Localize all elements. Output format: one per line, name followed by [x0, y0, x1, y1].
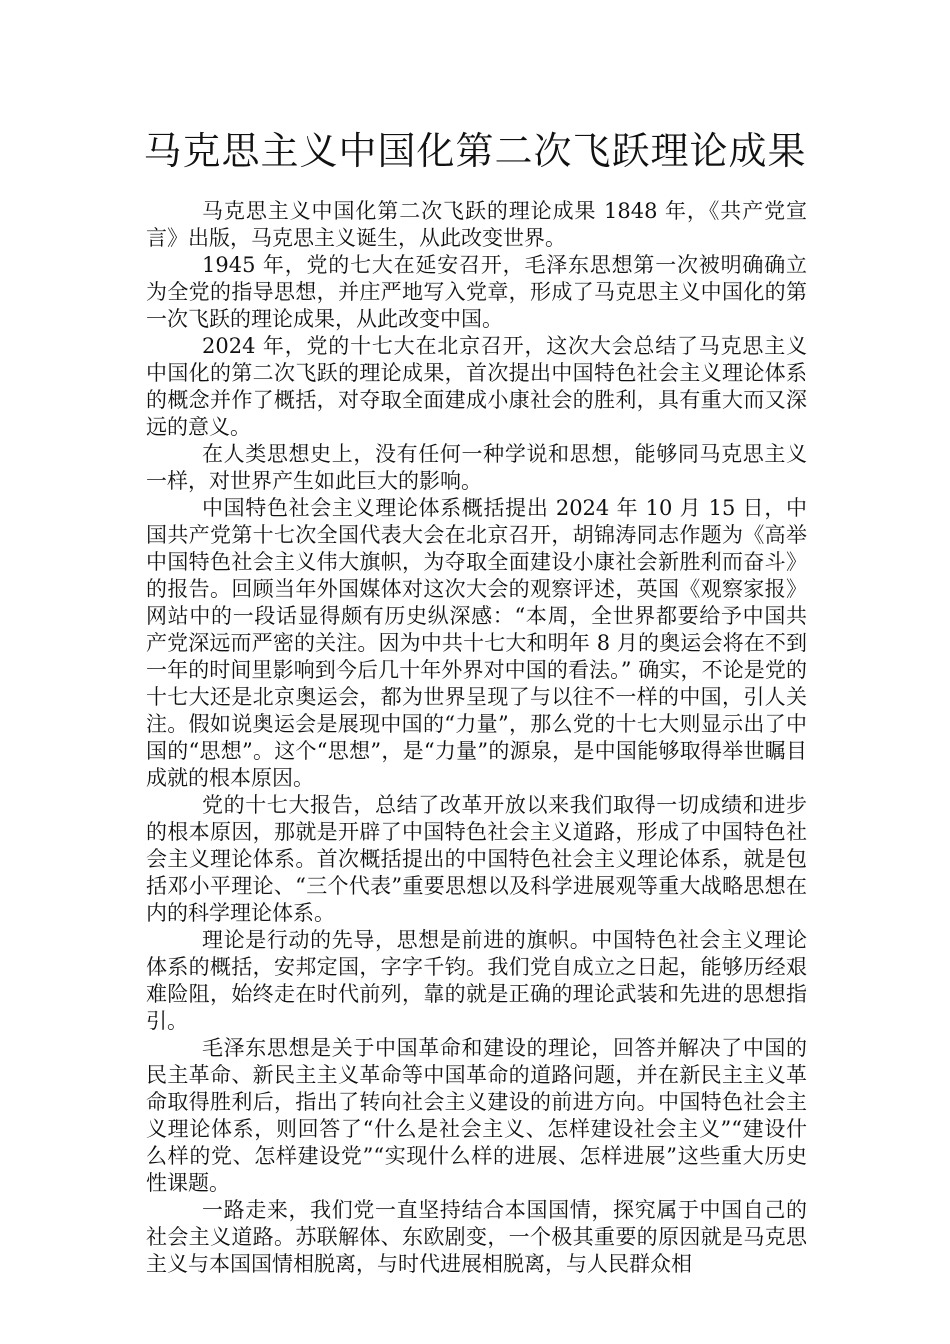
paragraph-8: 毛泽东思想是关于中国革命和建设的理论，回答并解决了中国的民主革命、新民主主义革命等中国革命的道路问题，并在新民主主义革命取得胜利后，指出了转向社会主义建设的前进方向。中国特色社会主义理论体系，则回答了“什么是社会主义、怎样建设社会主义”“建设什么样的党、怎样建设党”“实现什么样的进展、怎样进展”这些重大历史性课题。: [146, 1036, 807, 1195]
paragraph-6: 党的十七大报告，总结了改革开放以来我们取得一切成绩和进步的根本原因，那就是开辟了中国特色社会主义道路，形成了中国特色社会主义理论体系。首次概括提出的中国特色社会主义理论体系，就是包括邓小平理论、“三个代表”重要思想以及科学进展观等重大战略思想在内的科学理论体系。: [146, 793, 807, 925]
document-body: [146, 198, 807, 1278]
paragraph-7: 理论是行动的先导，思想是前进的旗帜。中国特色社会主义理论体系的概括，安邦定国，字字千钧。我们党自成立之日起，能够历经艰难险阻，始终走在时代前列，靠的就是正确的理论武装和先进的思想指引。: [146, 928, 807, 1033]
document-title: 马克思主义中国化第二次飞跃理论成果: [143, 129, 807, 173]
paragraph-3: 2024 年，党的十七大在北京召开，这次大会总结了马克思主义中国化的第二次飞跃的理论成果，首次提出中国特色社会主义理论体系的概念并作了概括，对夺取全面建成小康社会的胜利，具有重大而又深远的意义。: [146, 334, 807, 439]
paragraph-5: 中国特色社会主义理论体系概括提出 2024 年 10 月 15 日，中国共产党第十七次全国代表大会在北京召开，胡锦涛同志作题为《高举中国特色社会主义伟大旗帜，为夺取全面建设小康社会新胜利而奋斗》的报告。回顾当年外国媒体对这次大会的观察评述，英国《观察家报》网站中的一段话显得颇有历史纵深感：“本周，全世界都要给予中国共产党深远而严密的关注。因为中共十七大和明年 8 月的奥运会将在不到一年的时间里影响到今后几十年外界对中国的看法。” 确实，不论是党的十七大还是北京奥运会，都为世界呈现了与以往不一样的中国，引人关注。假如说奥运会是展现中国的“力量”，那么党的十七大则显示出了中国的“思想”。这个“思想”，是“力量”的源泉，是中国能够取得举世瞩目成就的根本原因。: [146, 496, 807, 790]
paragraph-2: 1945 年，党的七大在延安召开，毛泽东思想第一次被明确确立为全党的指导思想，并庄严地写入党章，形成了马克思主义中国化的第一次飞跃的理论成果，从此改变中国。: [146, 253, 807, 331]
paragraph-4: 在人类思想史上，没有任何一种学说和思想，能够同马克思主义一样，对世界产生如此巨大的影响。: [146, 442, 807, 493]
paragraph-9: 一路走来，我们党一直坚持结合本国国情，探究属于中国自己的社会主义道路。苏联解体、东欧剧变，一个极其重要的原因就是马克思主义与本国国情相脱离，与时代进展相脱离，与人民群众相: [146, 1198, 807, 1276]
paragraph-1: 马克思主义中国化第二次飞跃的理论成果 1848 年，《共产党宣言》出版，马克思主义诞生，从此改变世界。: [146, 199, 807, 250]
